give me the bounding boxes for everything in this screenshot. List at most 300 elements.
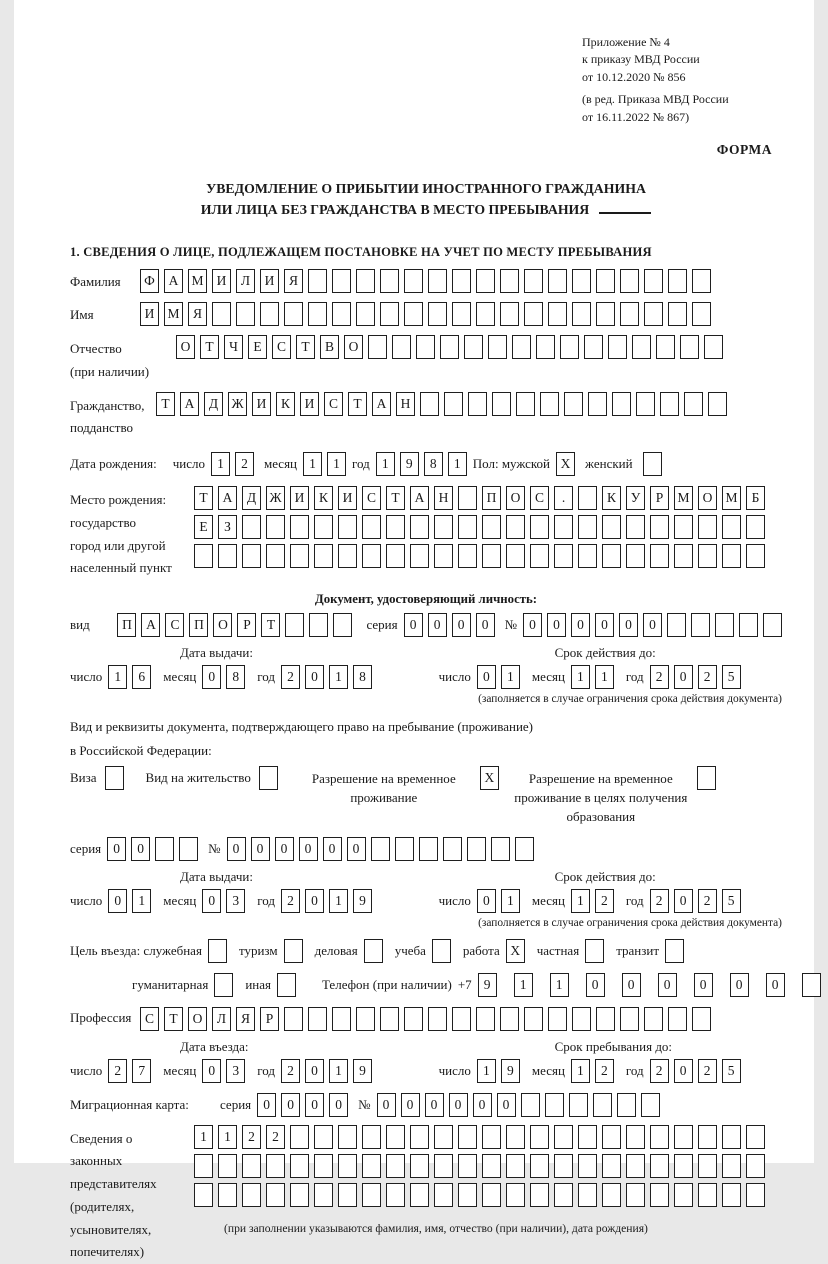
char-box[interactable] [410, 1183, 429, 1207]
char-box[interactable]: 0 [476, 613, 495, 637]
char-box[interactable] [674, 544, 693, 568]
char-box[interactable] [410, 1125, 429, 1149]
sex-male-checkbox[interactable]: X [556, 452, 575, 476]
char-box[interactable] [179, 837, 198, 861]
char-box[interactable] [668, 302, 687, 326]
char-box[interactable]: 9 [501, 1059, 520, 1083]
char-box[interactable]: 5 [722, 665, 741, 689]
char-box[interactable] [440, 335, 459, 359]
char-box[interactable]: 0 [323, 837, 342, 861]
char-box[interactable] [722, 1154, 741, 1178]
char-box[interactable] [763, 613, 782, 637]
char-box[interactable]: 0 [473, 1093, 492, 1117]
char-box[interactable]: 0 [497, 1093, 516, 1117]
char-box[interactable] [392, 335, 411, 359]
char-box[interactable] [656, 335, 675, 359]
char-box[interactable]: К [276, 392, 295, 416]
char-box[interactable] [491, 837, 510, 861]
char-box[interactable]: У [626, 486, 645, 510]
char-box[interactable] [476, 269, 495, 293]
char-box[interactable] [464, 335, 483, 359]
char-box[interactable]: А [141, 613, 160, 637]
char-box[interactable]: С [140, 1007, 159, 1031]
char-box[interactable]: 2 [235, 452, 254, 476]
char-box[interactable] [482, 1125, 501, 1149]
char-box[interactable] [650, 515, 669, 539]
char-box[interactable] [333, 613, 352, 637]
char-box[interactable] [506, 515, 525, 539]
char-box[interactable] [636, 392, 655, 416]
char-box[interactable] [569, 1093, 588, 1117]
char-box[interactable] [194, 544, 213, 568]
char-box[interactable]: 2 [650, 1059, 669, 1083]
char-box[interactable] [308, 1007, 327, 1031]
char-box[interactable] [650, 1183, 669, 1207]
char-box[interactable]: 9 [478, 973, 497, 997]
char-box[interactable]: 0 [674, 889, 693, 913]
char-box[interactable] [284, 302, 303, 326]
char-box[interactable]: 0 [404, 613, 423, 637]
char-box[interactable] [218, 1183, 237, 1207]
char-box[interactable] [608, 335, 627, 359]
char-box[interactable] [458, 515, 477, 539]
char-box[interactable] [626, 1154, 645, 1178]
char-box[interactable]: Д [204, 392, 223, 416]
char-box[interactable]: 0 [730, 973, 749, 997]
char-box[interactable] [578, 1154, 597, 1178]
char-box[interactable]: 0 [305, 889, 324, 913]
char-box[interactable] [452, 1007, 471, 1031]
char-box[interactable] [492, 392, 511, 416]
char-box[interactable]: 1 [477, 1059, 496, 1083]
char-box[interactable] [338, 1125, 357, 1149]
char-box[interactable] [572, 302, 591, 326]
char-box[interactable] [482, 544, 501, 568]
char-box[interactable]: 0 [107, 837, 126, 861]
char-box[interactable] [650, 1125, 669, 1149]
char-box[interactable]: О [344, 335, 363, 359]
char-box[interactable] [722, 1183, 741, 1207]
char-box[interactable]: 1 [501, 665, 520, 689]
char-box[interactable]: О [176, 335, 195, 359]
char-box[interactable] [596, 302, 615, 326]
char-box[interactable]: Р [650, 486, 669, 510]
char-box[interactable]: 0 [595, 613, 614, 637]
char-box[interactable] [416, 335, 435, 359]
char-box[interactable] [530, 1125, 549, 1149]
char-box[interactable] [308, 269, 327, 293]
char-box[interactable] [554, 1183, 573, 1207]
char-box[interactable]: А [164, 269, 183, 293]
char-box[interactable]: Б [746, 486, 765, 510]
char-box[interactable] [596, 1007, 615, 1031]
char-box[interactable] [458, 1183, 477, 1207]
char-box[interactable]: 1 [108, 665, 127, 689]
purpose-official-checkbox[interactable] [208, 939, 227, 963]
char-box[interactable]: 1 [329, 1059, 348, 1083]
char-box[interactable] [434, 1183, 453, 1207]
char-box[interactable] [692, 1007, 711, 1031]
char-box[interactable]: 0 [674, 1059, 693, 1083]
char-box[interactable] [368, 335, 387, 359]
char-box[interactable]: 2 [595, 889, 614, 913]
char-box[interactable]: И [252, 392, 271, 416]
char-box[interactable]: К [314, 486, 333, 510]
char-box[interactable] [626, 515, 645, 539]
char-box[interactable] [698, 1125, 717, 1149]
char-box[interactable] [626, 1125, 645, 1149]
char-box[interactable]: 0 [477, 889, 496, 913]
char-box[interactable] [482, 1154, 501, 1178]
sex-female-checkbox[interactable] [643, 452, 662, 476]
char-box[interactable] [434, 1154, 453, 1178]
char-box[interactable] [530, 515, 549, 539]
char-box[interactable] [578, 1183, 597, 1207]
char-box[interactable]: 1 [218, 1125, 237, 1149]
char-box[interactable]: Е [194, 515, 213, 539]
char-box[interactable] [332, 269, 351, 293]
char-box[interactable] [428, 269, 447, 293]
char-box[interactable] [746, 1183, 765, 1207]
char-box[interactable]: 0 [401, 1093, 420, 1117]
char-box[interactable] [620, 302, 639, 326]
char-box[interactable] [708, 392, 727, 416]
char-box[interactable]: М [674, 486, 693, 510]
temp-residence-edu-checkbox[interactable] [697, 766, 716, 790]
char-box[interactable] [458, 544, 477, 568]
char-box[interactable] [242, 1183, 261, 1207]
char-box[interactable]: И [300, 392, 319, 416]
char-box[interactable]: 1 [571, 889, 590, 913]
char-box[interactable] [308, 302, 327, 326]
char-box[interactable] [266, 1154, 285, 1178]
char-box[interactable]: 0 [305, 1093, 324, 1117]
char-box[interactable] [314, 544, 333, 568]
purpose-transit-checkbox[interactable] [665, 939, 684, 963]
char-box[interactable] [540, 392, 559, 416]
char-box[interactable] [593, 1093, 612, 1117]
char-box[interactable]: Т [194, 486, 213, 510]
char-box[interactable]: 5 [722, 889, 741, 913]
char-box[interactable]: 0 [377, 1093, 396, 1117]
residence-permit-checkbox[interactable] [259, 766, 278, 790]
char-box[interactable] [338, 544, 357, 568]
char-box[interactable]: 2 [242, 1125, 261, 1149]
char-box[interactable] [356, 302, 375, 326]
char-box[interactable] [602, 1125, 621, 1149]
char-box[interactable] [588, 392, 607, 416]
char-box[interactable]: 8 [353, 665, 372, 689]
char-box[interactable]: Л [236, 269, 255, 293]
char-box[interactable] [332, 1007, 351, 1031]
char-box[interactable]: И [338, 486, 357, 510]
char-box[interactable] [410, 515, 429, 539]
char-box[interactable] [290, 1154, 309, 1178]
char-box[interactable]: 0 [131, 837, 150, 861]
char-box[interactable] [434, 515, 453, 539]
char-box[interactable] [500, 302, 519, 326]
char-box[interactable] [410, 1154, 429, 1178]
char-box[interactable]: 2 [650, 665, 669, 689]
char-box[interactable] [488, 335, 507, 359]
char-box[interactable] [458, 1154, 477, 1178]
purpose-tourism-checkbox[interactable] [284, 939, 303, 963]
char-box[interactable] [236, 302, 255, 326]
char-box[interactable]: Я [284, 269, 303, 293]
char-box[interactable] [698, 515, 717, 539]
char-box[interactable] [746, 1154, 765, 1178]
char-box[interactable] [362, 1154, 381, 1178]
char-box[interactable]: 1 [303, 452, 322, 476]
char-box[interactable] [467, 837, 486, 861]
char-box[interactable] [506, 1183, 525, 1207]
char-box[interactable]: И [212, 269, 231, 293]
char-box[interactable] [545, 1093, 564, 1117]
char-box[interactable]: С [530, 486, 549, 510]
char-box[interactable]: Р [237, 613, 256, 637]
char-box[interactable]: В [320, 335, 339, 359]
char-box[interactable]: 3 [226, 1059, 245, 1083]
char-box[interactable] [802, 973, 821, 997]
char-box[interactable]: 9 [400, 452, 419, 476]
char-box[interactable]: 1 [211, 452, 230, 476]
char-box[interactable] [521, 1093, 540, 1117]
char-box[interactable] [380, 1007, 399, 1031]
char-box[interactable]: 0 [257, 1093, 276, 1117]
char-box[interactable]: 2 [595, 1059, 614, 1083]
char-box[interactable] [482, 1183, 501, 1207]
char-box[interactable] [530, 544, 549, 568]
char-box[interactable]: 0 [619, 613, 638, 637]
char-box[interactable]: И [290, 486, 309, 510]
char-box[interactable] [356, 1007, 375, 1031]
char-box[interactable] [692, 269, 711, 293]
char-box[interactable] [578, 486, 597, 510]
char-box[interactable] [554, 1154, 573, 1178]
char-box[interactable] [404, 302, 423, 326]
char-box[interactable]: 0 [305, 665, 324, 689]
char-box[interactable]: 2 [281, 665, 300, 689]
char-box[interactable] [428, 302, 447, 326]
char-box[interactable]: 1 [514, 973, 533, 997]
char-box[interactable]: С [324, 392, 343, 416]
char-box[interactable] [554, 544, 573, 568]
char-box[interactable]: 2 [108, 1059, 127, 1083]
char-box[interactable] [739, 613, 758, 637]
char-box[interactable]: 0 [202, 665, 221, 689]
char-box[interactable] [668, 1007, 687, 1031]
char-box[interactable] [515, 837, 534, 861]
char-box[interactable]: Н [396, 392, 415, 416]
char-box[interactable]: Д [242, 486, 261, 510]
char-box[interactable]: М [164, 302, 183, 326]
visa-checkbox[interactable] [105, 766, 124, 790]
char-box[interactable]: Т [261, 613, 280, 637]
char-box[interactable] [667, 613, 686, 637]
char-box[interactable]: 2 [698, 889, 717, 913]
char-box[interactable] [524, 302, 543, 326]
char-box[interactable]: 9 [353, 1059, 372, 1083]
char-box[interactable]: Н [434, 486, 453, 510]
char-box[interactable]: А [218, 486, 237, 510]
char-box[interactable]: 2 [650, 889, 669, 913]
char-box[interactable]: П [189, 613, 208, 637]
char-box[interactable]: 5 [722, 1059, 741, 1083]
char-box[interactable] [746, 1125, 765, 1149]
char-box[interactable] [596, 269, 615, 293]
char-box[interactable]: 0 [449, 1093, 468, 1117]
char-box[interactable]: Т [164, 1007, 183, 1031]
char-box[interactable] [194, 1183, 213, 1207]
char-box[interactable] [356, 269, 375, 293]
char-box[interactable] [266, 544, 285, 568]
char-box[interactable]: 1 [194, 1125, 213, 1149]
char-box[interactable] [674, 1183, 693, 1207]
char-box[interactable] [314, 1125, 333, 1149]
char-box[interactable] [443, 837, 462, 861]
char-box[interactable] [722, 515, 741, 539]
char-box[interactable] [572, 269, 591, 293]
char-box[interactable]: . [554, 486, 573, 510]
char-box[interactable]: 1 [571, 1059, 590, 1083]
purpose-private-checkbox[interactable] [585, 939, 604, 963]
char-box[interactable] [612, 392, 631, 416]
char-box[interactable]: 1 [501, 889, 520, 913]
char-box[interactable]: 6 [132, 665, 151, 689]
char-box[interactable] [548, 1007, 567, 1031]
char-box[interactable]: 1 [448, 452, 467, 476]
char-box[interactable] [242, 1154, 261, 1178]
char-box[interactable] [212, 302, 231, 326]
char-box[interactable] [458, 1125, 477, 1149]
char-box[interactable] [371, 837, 390, 861]
char-box[interactable] [641, 1093, 660, 1117]
char-box[interactable] [386, 515, 405, 539]
char-box[interactable] [468, 392, 487, 416]
char-box[interactable] [626, 1183, 645, 1207]
char-box[interactable] [506, 1154, 525, 1178]
char-box[interactable] [380, 302, 399, 326]
char-box[interactable]: М [722, 486, 741, 510]
char-box[interactable] [362, 544, 381, 568]
char-box[interactable]: О [188, 1007, 207, 1031]
char-box[interactable] [452, 302, 471, 326]
char-box[interactable]: 0 [571, 613, 590, 637]
char-box[interactable] [620, 1007, 639, 1031]
char-box[interactable] [644, 1007, 663, 1031]
char-box[interactable] [554, 515, 573, 539]
char-box[interactable]: 0 [305, 1059, 324, 1083]
char-box[interactable] [266, 515, 285, 539]
char-box[interactable]: 0 [281, 1093, 300, 1117]
char-box[interactable]: Т [156, 392, 175, 416]
char-box[interactable]: Е [248, 335, 267, 359]
char-box[interactable] [410, 544, 429, 568]
char-box[interactable]: Т [386, 486, 405, 510]
char-box[interactable] [602, 1154, 621, 1178]
char-box[interactable]: С [165, 613, 184, 637]
char-box[interactable]: 7 [132, 1059, 151, 1083]
char-box[interactable]: Т [348, 392, 367, 416]
char-box[interactable]: 2 [698, 665, 717, 689]
purpose-humanitarian-checkbox[interactable] [214, 973, 233, 997]
char-box[interactable] [516, 392, 535, 416]
char-box[interactable]: 1 [571, 665, 590, 689]
char-box[interactable] [698, 1183, 717, 1207]
purpose-study-checkbox[interactable] [432, 939, 451, 963]
char-box[interactable]: 1 [595, 665, 614, 689]
char-box[interactable]: С [272, 335, 291, 359]
char-box[interactable]: Я [188, 302, 207, 326]
char-box[interactable] [626, 544, 645, 568]
char-box[interactable]: 0 [251, 837, 270, 861]
char-box[interactable] [285, 613, 304, 637]
char-box[interactable] [428, 1007, 447, 1031]
char-box[interactable] [536, 335, 555, 359]
char-box[interactable] [386, 544, 405, 568]
char-box[interactable] [684, 392, 703, 416]
char-box[interactable]: 0 [547, 613, 566, 637]
char-box[interactable] [500, 1007, 519, 1031]
char-box[interactable]: А [180, 392, 199, 416]
char-box[interactable] [578, 1125, 597, 1149]
char-box[interactable] [578, 515, 597, 539]
char-box[interactable]: 0 [766, 973, 785, 997]
char-box[interactable] [386, 1125, 405, 1149]
char-box[interactable] [692, 302, 711, 326]
char-box[interactable]: 2 [281, 1059, 300, 1083]
purpose-work-checkbox[interactable]: X [506, 939, 525, 963]
char-box[interactable] [524, 269, 543, 293]
char-box[interactable]: 1 [329, 889, 348, 913]
char-box[interactable]: 0 [428, 613, 447, 637]
char-box[interactable]: 0 [622, 973, 641, 997]
char-box[interactable]: Ж [228, 392, 247, 416]
char-box[interactable] [338, 515, 357, 539]
char-box[interactable]: 2 [698, 1059, 717, 1083]
char-box[interactable] [680, 335, 699, 359]
char-box[interactable]: 0 [329, 1093, 348, 1117]
char-box[interactable] [362, 515, 381, 539]
char-box[interactable] [602, 1183, 621, 1207]
char-box[interactable] [674, 1154, 693, 1178]
char-box[interactable] [506, 1125, 525, 1149]
char-box[interactable]: 8 [226, 665, 245, 689]
char-box[interactable] [314, 1154, 333, 1178]
char-box[interactable]: 0 [275, 837, 294, 861]
char-box[interactable]: 1 [550, 973, 569, 997]
char-box[interactable] [434, 1125, 453, 1149]
char-box[interactable]: 1 [132, 889, 151, 913]
char-box[interactable]: Ч [224, 335, 243, 359]
char-box[interactable]: 0 [523, 613, 542, 637]
char-box[interactable] [746, 515, 765, 539]
char-box[interactable]: Т [296, 335, 315, 359]
char-box[interactable] [560, 335, 579, 359]
char-box[interactable] [395, 837, 414, 861]
char-box[interactable]: 0 [694, 973, 713, 997]
char-box[interactable]: Ф [140, 269, 159, 293]
char-box[interactable] [386, 1154, 405, 1178]
char-box[interactable] [476, 1007, 495, 1031]
char-box[interactable] [458, 486, 477, 510]
char-box[interactable]: А [372, 392, 391, 416]
char-box[interactable] [380, 269, 399, 293]
char-box[interactable] [620, 269, 639, 293]
char-box[interactable] [617, 1093, 636, 1117]
char-box[interactable] [290, 1183, 309, 1207]
char-box[interactable] [506, 544, 525, 568]
